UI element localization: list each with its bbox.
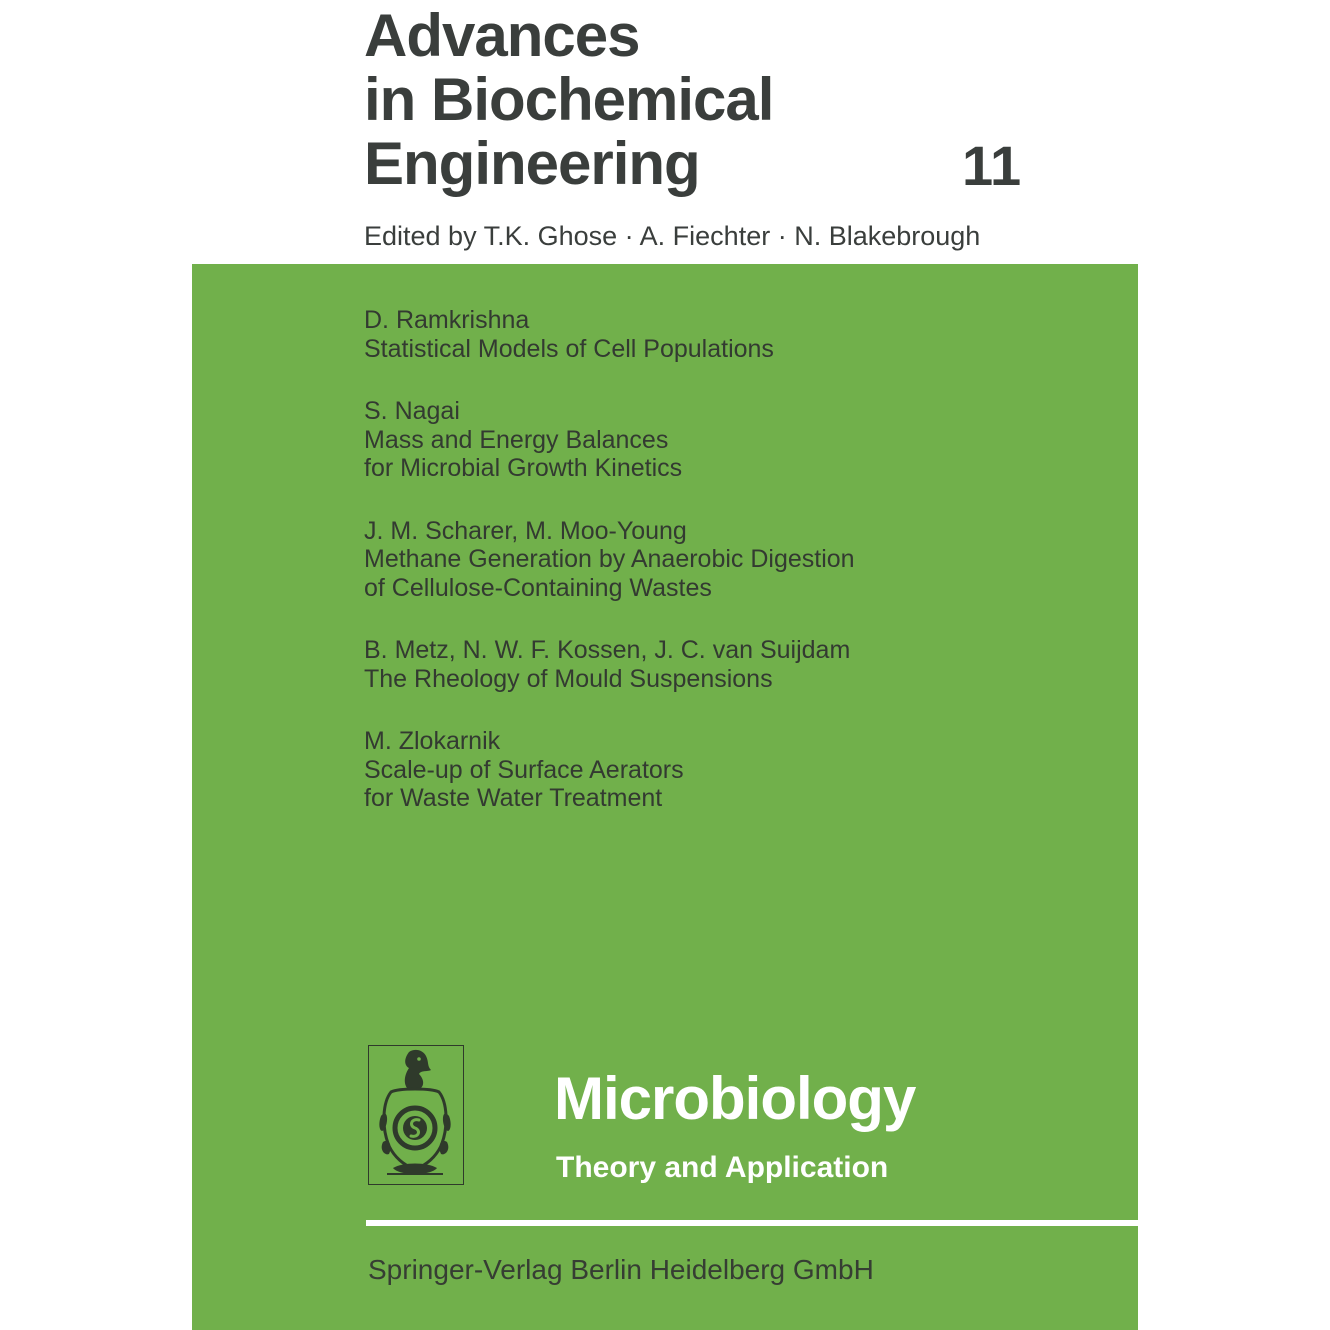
- series-title: [364, 4, 773, 196]
- green-panel: [192, 264, 1138, 1330]
- entry-authors: J. M. Scharer, M. Moo-Young: [364, 516, 687, 545]
- contents-entry: [364, 636, 1084, 693]
- subject-subtitle: Theory and Application: [556, 1151, 889, 1184]
- series-title-line: in Biochemical: [364, 66, 774, 133]
- entry-authors: S. Nagai: [364, 397, 460, 425]
- contents-entry: [364, 397, 1084, 483]
- entry-title-line: Mass and Energy Balances: [364, 425, 669, 454]
- contents-entry: [364, 306, 1084, 363]
- volume-number: 11: [962, 134, 1022, 197]
- contents-entry: [364, 727, 1084, 813]
- entry-title-line: Scale-up of Surface Aerators: [364, 755, 684, 784]
- entry-authors: M. Zlokarnik: [364, 727, 501, 755]
- entry-title-line: The Rheology of Mould Suspensions: [364, 664, 773, 693]
- publisher-name: Springer-Verlag Berlin Heidelberg GmbH: [368, 1254, 874, 1285]
- entry-title-line: of Cellulose-Containing Wastes: [364, 573, 712, 602]
- contents-entry: [364, 517, 1084, 603]
- springer-knight-emblem-icon: [368, 1045, 464, 1185]
- entry-title-line: for Microbial Growth Kinetics: [364, 454, 683, 482]
- editors-line: Edited by T.K. Ghose · A. Fiechter · N. Blakebrough: [364, 221, 981, 251]
- entry-authors: B. Metz, N. W. F. Kossen, J. C. van Suijdam: [364, 636, 851, 664]
- contents-list: [364, 306, 1084, 847]
- divider-rule: [366, 1220, 1138, 1226]
- entry-title-line: Methane Generation by Anaerobic Digestion: [364, 545, 855, 573]
- series-title-line: Engineering: [364, 130, 700, 197]
- entry-authors: D. Ramkrishna: [364, 306, 530, 334]
- subject-title: Microbiology: [554, 1065, 916, 1132]
- entry-title-line: Statistical Models of Cell Populations: [364, 334, 774, 363]
- series-title-line: Advances: [364, 2, 640, 69]
- entry-title-line: for Waste Water Treatment: [364, 784, 663, 812]
